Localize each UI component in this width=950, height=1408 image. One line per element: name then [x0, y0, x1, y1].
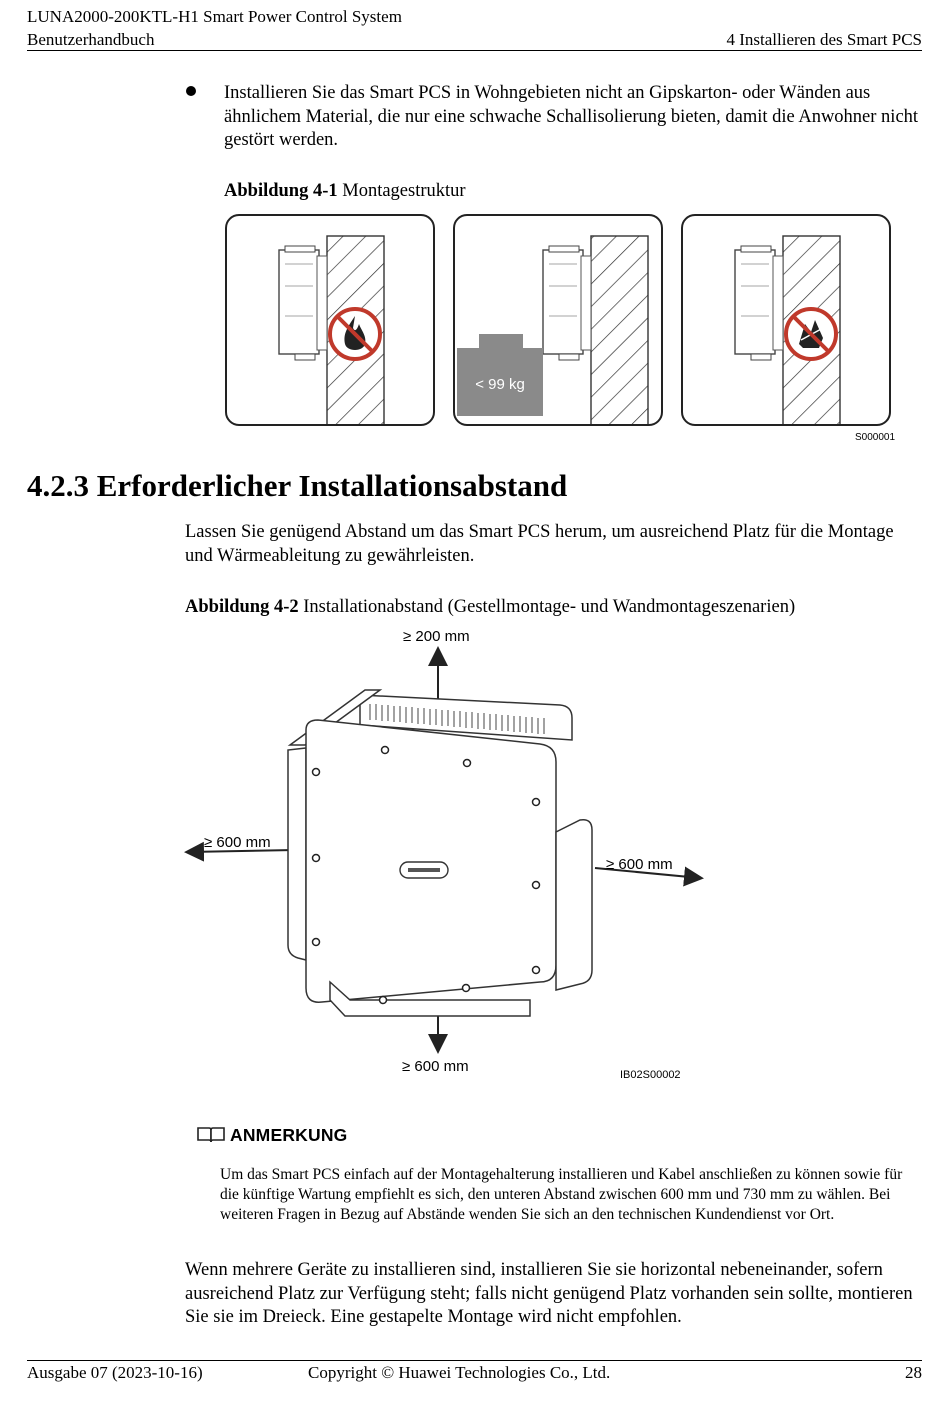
note-text: Um das Smart PCS einfach auf der Montagehalterung installieren und Kabel anschließen zu können sowie für die künftige Wartung empfiehlt es sich, den unteren Abstand zwischen 600 mm und 730 mm zu wählen. Bei weiteren Fragen in Bezug auf Abstände wenden Sie sich an den technischen Kundendienst vor Ort.	[220, 1166, 903, 1223]
mount-panel-weight	[453, 214, 663, 426]
section-title: Erforderlicher Installationsabstand	[96, 468, 568, 503]
header-product: LUNA2000-200KTL-H1 Smart Power Control System	[27, 7, 402, 26]
weight-label: < 99 kg	[475, 376, 525, 393]
clearance-bottom-label: ≥ 600 mm	[402, 1058, 469, 1075]
footer-edition: Ausgabe 07 (2023-10-16)	[27, 1363, 203, 1382]
no-flammable-icon	[786, 309, 836, 359]
closing-paragraph: Wenn mehrere Geräte zu installieren sind, installieren Sie sie horizontal nebeneinander, sofern ausreichend Platz zur Verfügung steht; falls nicht genügend Platz vorhanden sein sollte, montieren Sie sie im Dreieck. Eine gestapelte Montage wird nicht empfohlen.	[185, 1260, 913, 1327]
bullet-text: Installieren Sie das Smart PCS in Wohngebieten nicht an Gipskarton- oder Wänden aus ähnlichem Material, die nur eine schwache Schallisolierung bieten, damit die Anwohner nicht gestört werden.	[224, 83, 919, 150]
figure2-title: Installationabstand (Gestellmontage- und Wandmontageszenarien)	[303, 597, 796, 617]
section-intro: Lassen Sie genügend Abstand um das Smart PCS herum, um ausreichend Platz für die Montage und Wärmeableitung zu gewährleisten.	[185, 522, 894, 566]
header-rule	[27, 50, 922, 51]
note-heading: ANMERKUNG	[230, 1125, 348, 1145]
device-drawing	[288, 690, 592, 1016]
clearance-diagram	[170, 620, 730, 1090]
bullet-dot	[186, 86, 196, 96]
header-chapter: 4 Installieren des Smart PCS	[726, 30, 922, 49]
figure2-code: IB02S00002	[620, 1069, 681, 1081]
figure2-label: Abbildung 4-2	[185, 597, 299, 617]
figure1-label: Abbildung 4-1	[224, 181, 338, 201]
figure1-caption	[224, 180, 466, 204]
clearance-left-label: ≥ 600 mm	[204, 834, 271, 851]
footer-copyright: Copyright © Huawei Technologies Co., Ltd.	[308, 1363, 611, 1382]
figure1-title: Montagestruktur	[342, 181, 466, 201]
mount-panel-fire	[225, 214, 435, 426]
mount-panel-flammable	[681, 214, 891, 426]
brand-plate	[400, 862, 448, 878]
weight-icon	[457, 334, 543, 416]
clearance-right-label: ≥ 600 mm	[606, 856, 673, 873]
footer-rule	[27, 1360, 922, 1361]
clearance-top-label: ≥ 200 mm	[403, 628, 470, 645]
no-fire-icon	[330, 309, 380, 359]
book-icon	[196, 1126, 226, 1144]
section-number: 4.2.3	[27, 468, 89, 503]
figure2-caption	[185, 596, 795, 620]
figure1-code: S000001	[855, 432, 896, 443]
section-heading	[27, 468, 567, 504]
footer-page-number: 28	[905, 1363, 922, 1382]
header-manual: Benutzerhandbuch	[27, 30, 155, 49]
